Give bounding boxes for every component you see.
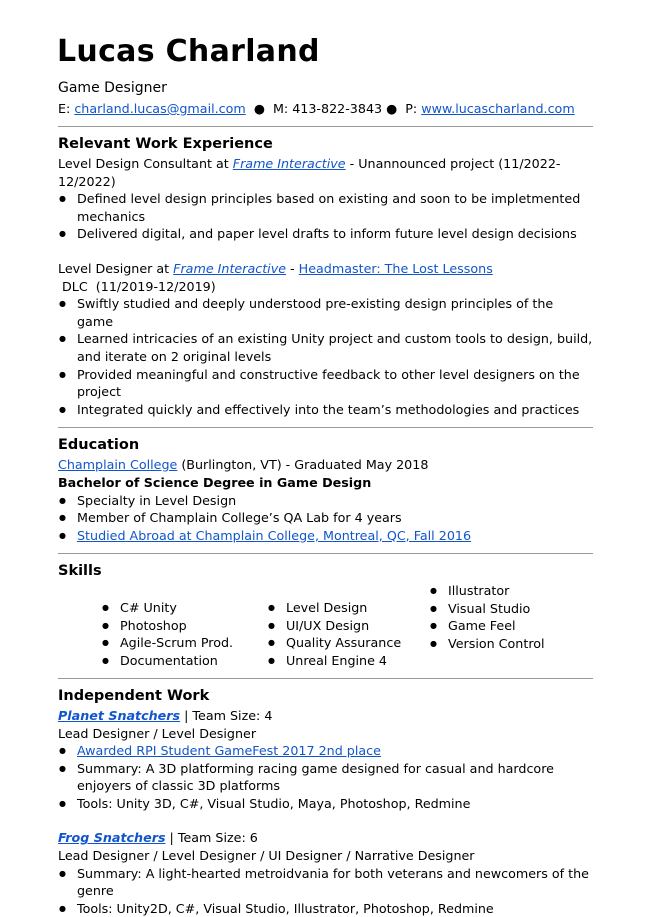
candidate-name: Lucas Charland <box>57 34 320 69</box>
email-label: E: <box>58 101 75 116</box>
study-abroad-link[interactable]: Studied Abroad at Champlain College, Montreal, QC, Fall 2016 <box>77 527 472 543</box>
skill-item: ● Level Design <box>267 599 429 616</box>
skills-column <box>267 599 429 669</box>
project-roles: Lead Designer / Level Designer / UI Designer / Narrative Designer <box>58 848 475 864</box>
list-item: ● Tools: Unity2D, C#, Visual Studio, Illustrator, Photoshop, Redmine <box>58 900 593 917</box>
project-title-line: Frog Snatchers | Team Size: 6 <box>58 830 258 846</box>
school-link[interactable]: Champlain College <box>58 457 178 473</box>
project-bullets <box>58 742 593 812</box>
skill-item: ● Quality Assurance <box>267 634 429 651</box>
project-link[interactable]: Planet Snatchers <box>58 707 181 723</box>
project-roles: Lead Designer / Level Designer <box>58 725 257 741</box>
list-item: ● Integrated quickly and effectively into the team’s methodologies and practices <box>58 401 593 419</box>
project-bullets <box>58 865 593 917</box>
candidate-role: Game Designer <box>58 80 167 96</box>
job-title-line: Level Design Consultant at Frame Interactive - Unannounced project (11/2022-12/2022) <box>58 156 561 189</box>
phone-text: ● M: 413-822-3843 ● P: <box>245 101 422 116</box>
job-title-line: Level Designer at Frame Interactive - Headmaster: The Lost Lessons DLC (11/2019-12/2019) <box>58 260 493 294</box>
skill-item: ● Unreal Engine 4 <box>267 652 429 669</box>
divider <box>58 427 593 428</box>
project-title-line: Planet Snatchers | Team Size: 4 <box>58 707 273 723</box>
job-bullets <box>58 190 593 243</box>
section-heading-skills: Skills <box>58 563 102 580</box>
skills-column <box>101 599 267 669</box>
list-item: ● Summary: A 3D platforming racing game designed for casual and hardcore enjoyers of classic 3D platforms <box>58 760 593 795</box>
project-link[interactable]: Frog Snatchers <box>58 830 166 846</box>
skill-item: ● UI/UX Design <box>267 617 429 634</box>
section-heading-education: Education <box>58 437 140 454</box>
list-item: ● Tools: Unity 3D, C#, Visual Studio, Maya, Photoshop, Redmine <box>58 795 593 813</box>
list-item: ● Swiftly studied and deeply understood pre-existing design principles of the game <box>58 295 593 330</box>
job-bullets <box>58 295 593 418</box>
award-link[interactable]: Awarded RPI Student GameFest 2017 2nd place <box>77 743 381 759</box>
school-line: Champlain College (Burlington, VT) - Graduated May 2018 <box>58 457 429 473</box>
skill-item: ● Agile-Scrum Prod. <box>101 634 267 651</box>
list-item <box>58 742 593 760</box>
email-link[interactable]: charland.lucas@gmail.com <box>74 101 246 116</box>
skill-item: ● Documentation <box>101 652 267 669</box>
website-link[interactable]: www.lucascharland.com <box>421 101 575 116</box>
degree: Bachelor of Science Degree in Game Design <box>58 474 372 490</box>
skills-column <box>429 582 589 669</box>
list-item: ● Member of Champlain College’s QA Lab for 4 years <box>58 509 593 527</box>
divider <box>58 126 593 127</box>
divider <box>58 553 593 554</box>
list-item <box>58 527 593 545</box>
skill-item: ● C# Unity <box>101 599 267 616</box>
skill-item: ● Version Control <box>429 635 589 652</box>
list-item: ● Learned intricacies of an existing Unity project and custom tools to design, build, and iterate on 2 original levels <box>58 330 593 365</box>
skill-item: ● Photoshop <box>101 617 267 634</box>
company-link[interactable]: Frame Interactive <box>173 260 287 276</box>
divider <box>58 678 593 679</box>
section-heading-independent: Independent Work <box>58 687 210 704</box>
company-link[interactable]: Frame Interactive <box>232 156 346 171</box>
list-item: ● Delivered digital, and paper level drafts to inform future level design decisions <box>58 225 593 243</box>
project-link[interactable]: Headmaster: The Lost Lessons <box>298 260 493 276</box>
list-item: ● Provided meaningful and constructive feedback to other level designers on the project <box>58 366 593 401</box>
contact-line <box>58 100 593 117</box>
skills-grid <box>101 583 593 669</box>
list-item: ● Defined level design principles based on existing and soon to be impletmented mechanics <box>58 190 593 225</box>
section-heading-experience: Relevant Work Experience <box>58 136 273 152</box>
skill-item: ● Illustrator <box>429 582 589 599</box>
skill-item: ● Visual Studio <box>429 600 589 617</box>
list-item: ● Specialty in Level Design <box>58 492 593 510</box>
list-item: ● Summary: A light-hearted metroidvania for both veterans and newcomers of the genre <box>58 865 593 900</box>
education-bullets <box>58 492 593 545</box>
skill-item: ● Game Feel <box>429 617 589 634</box>
